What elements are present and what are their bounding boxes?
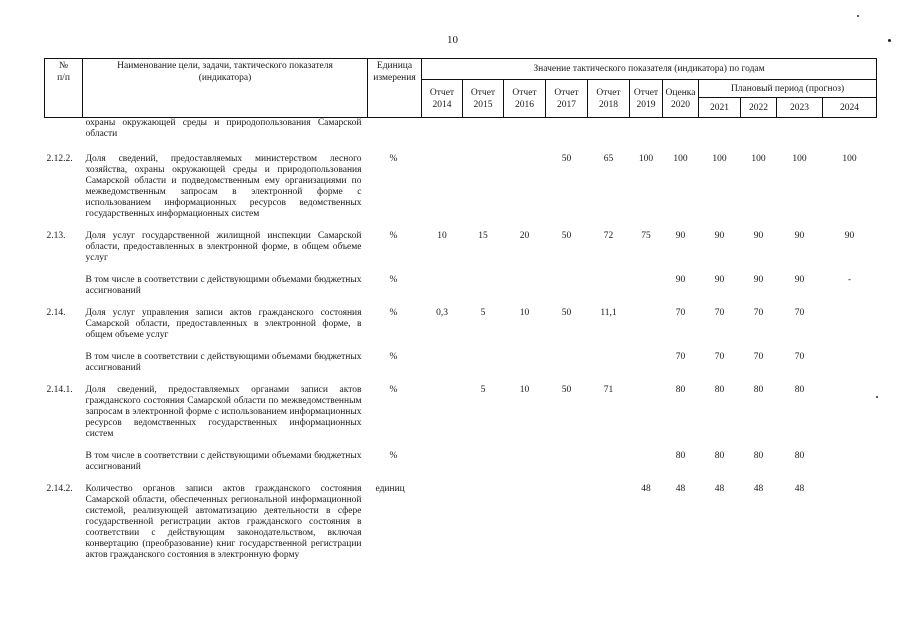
value-cell: [504, 154, 546, 231]
value-cell: 50: [561, 231, 572, 241]
value-cell: 80: [675, 451, 686, 461]
value-cell: 65: [603, 154, 614, 164]
value-cell: [504, 451, 546, 484]
value-cell: 48: [641, 484, 651, 494]
table-row: [45, 308, 877, 352]
table-row: [45, 352, 877, 385]
value-cell: [777, 118, 823, 155]
value-cell: 11,1: [600, 308, 617, 318]
value-cell: 48: [794, 484, 805, 494]
value-cell: [588, 275, 630, 308]
value-cell: [588, 118, 630, 155]
value-cell: 10: [519, 308, 530, 318]
value-cell: [463, 275, 504, 308]
value-cell: [823, 118, 877, 155]
value-cell: [504, 484, 546, 572]
value-cell: [823, 451, 877, 484]
header-forecast-year: 2021: [699, 98, 741, 118]
value-cell: 90: [714, 275, 725, 285]
value-cell: 90: [753, 231, 764, 241]
unit-of-measure: %: [389, 154, 398, 164]
value-cell: 70: [714, 308, 725, 318]
header-forecast-year: 2024: [823, 98, 877, 118]
header-forecast-year: 2022: [741, 98, 777, 118]
table-body: [45, 118, 877, 573]
value-cell: 100: [842, 154, 857, 164]
row-number: [45, 451, 83, 484]
header-name: Наименование цели, задачи, тактического показателя (индикатора): [83, 59, 368, 118]
value-cell: 20: [519, 231, 530, 241]
indicator-name: В том числе в соответствии с действующими объемами бюджетных ассигнований: [85, 352, 362, 373]
value-cell: 70: [753, 308, 764, 318]
value-cell: 48: [714, 484, 725, 494]
value-cell: 70: [675, 352, 686, 362]
scan-speck: [857, 15, 859, 17]
unit-of-measure: %: [389, 385, 398, 395]
value-cell: [504, 118, 546, 155]
value-cell: 100: [792, 154, 807, 164]
page-number: 10: [447, 34, 458, 46]
value-cell: 80: [714, 385, 725, 395]
value-cell: [422, 275, 463, 308]
value-cell: [588, 484, 630, 572]
value-cell: 71: [603, 385, 614, 395]
indicator-name: Доля услуг государственной жилищной инспекции Самарской области, предоставленных в электронной форме, в общем объеме услуг: [85, 231, 362, 263]
value-cell: 80: [675, 385, 686, 395]
value-cell: [504, 275, 546, 308]
value-cell: 5: [480, 308, 486, 318]
row-number: 2.14.1.: [46, 385, 73, 395]
indicator-name: охраны окружающей среды и природопользования Самарской области: [85, 118, 362, 139]
unit-of-measure: %: [389, 352, 398, 362]
value-cell: 90: [675, 231, 686, 241]
value-cell: [741, 118, 777, 155]
value-cell: [463, 451, 504, 484]
value-cell: 50: [561, 308, 572, 318]
value-cell: 90: [844, 231, 855, 241]
value-cell: [546, 352, 588, 385]
value-cell: 70: [714, 352, 725, 362]
header-forecast-year: 2023: [777, 98, 823, 118]
value-cell: 75: [641, 231, 651, 241]
row-number: 2.12.2.: [46, 154, 73, 164]
value-cell: [823, 308, 877, 352]
value-cell: 70: [753, 352, 764, 362]
value-cell: 15: [478, 231, 488, 241]
value-cell: 80: [794, 451, 805, 461]
value-cell: [422, 484, 463, 572]
row-number: 2.13.: [46, 231, 66, 241]
value-cell: 48: [753, 484, 764, 494]
value-cell: 50: [561, 385, 572, 395]
value-cell: 70: [794, 308, 805, 318]
header-year: Отчет 2014: [422, 80, 463, 118]
indicators-table: [44, 58, 877, 572]
unit-of-measure: %: [389, 275, 398, 285]
value-cell: 0,3: [436, 308, 448, 318]
value-cell: 50: [561, 154, 572, 164]
value-cell: [422, 385, 463, 451]
indicator-name: Доля услуг управления записи актов гражданского состояния Самарской области, предоставленных в электронной форме, в общем объеме услуг: [85, 308, 362, 340]
indicator-name: Доля сведений, предоставляемых органами записи актов гражданского состояния Самарской области по межведомственным запросам в электронной форме с использованием информационных ресурсов ведомственных государственных информационных систем: [85, 385, 362, 439]
value-cell: 70: [675, 308, 686, 318]
value-cell: 10: [437, 231, 447, 241]
value-cell: [463, 154, 504, 231]
value-cell: 72: [603, 231, 614, 241]
value-cell: [630, 308, 663, 352]
value-cell: [823, 484, 877, 572]
header-planned-period: Плановый период (прогноз): [699, 80, 877, 98]
header-year: Отчет 2019: [630, 80, 663, 118]
value-cell: 48: [675, 484, 686, 494]
value-cell: [588, 352, 630, 385]
header-year: Отчет 2016: [504, 80, 546, 118]
unit-of-measure: единиц: [375, 484, 405, 494]
unit-of-measure: [368, 118, 422, 155]
table-row: [45, 484, 877, 572]
table-row: [45, 118, 877, 155]
value-cell: [630, 385, 663, 451]
value-cell: 90: [794, 231, 805, 241]
header-year: Отчет 2017: [546, 80, 588, 118]
indicator-name: В том числе в соответствии с действующими объемами бюджетных ассигнований: [85, 451, 362, 472]
table-row: [45, 231, 877, 275]
row-number: 2.14.: [46, 308, 66, 318]
value-cell: 90: [714, 231, 725, 241]
value-cell: 100: [712, 154, 727, 164]
value-cell: [823, 352, 877, 385]
header-year: Отчет 2018: [588, 80, 630, 118]
value-cell: 80: [753, 451, 764, 461]
value-cell: [422, 118, 463, 155]
value-cell: [422, 154, 463, 231]
value-cell: [504, 352, 546, 385]
header-values-group: Значение тактического показателя (индикатора) по годам: [422, 59, 877, 80]
value-cell: [546, 451, 588, 484]
indicator-name: Количество органов записи актов гражданского состояния Самарской области, обеспеченных региональной информационной системой, реализующей автоматизацию деятельности в сфере государственной регистрации актов гражданского состояния в соответствии с действующим законодательством, включая конвертацию (преобразование) книг государственной регистрации актов гражданского состояния в электронную форму: [85, 484, 362, 560]
table-row: [45, 451, 877, 484]
header-num: № п/п: [45, 59, 83, 118]
value-cell: [630, 451, 663, 484]
indicator-name: Доля сведений, предоставляемых министерством лесного хозяйства, охраны окружающей среды и природопользования Самарской области и подведомственным ему организациями по межведомственным запросам в электронной форме с использованием информационных ресурсов ведомственных государственных информационных систем: [85, 154, 362, 219]
value-cell: [546, 275, 588, 308]
value-cell: [823, 385, 877, 451]
value-cell: [422, 451, 463, 484]
header-year: Отчет 2015: [463, 80, 504, 118]
header-year: Оценка 2020: [663, 80, 699, 118]
value-cell: [663, 118, 699, 155]
indicator-name: В том числе в соответствии с действующими объемами бюджетных ассигнований: [85, 275, 362, 296]
row-number: 2.14.2.: [46, 484, 73, 494]
value-cell: 80: [753, 385, 764, 395]
table-row: [45, 275, 877, 308]
header-unit: Единица измерения: [368, 59, 422, 118]
value-cell: 10: [519, 385, 530, 395]
value-cell: 100: [751, 154, 766, 164]
value-cell: [463, 484, 504, 572]
value-cell: 100: [638, 154, 654, 164]
value-cell: [546, 484, 588, 572]
row-number: [45, 118, 83, 155]
table-row: [45, 154, 877, 231]
value-cell: [699, 118, 741, 155]
row-number: [45, 275, 83, 308]
value-cell: 5: [480, 385, 486, 395]
value-cell: 90: [794, 275, 805, 285]
value-cell: [630, 352, 663, 385]
value-cell: [463, 118, 504, 155]
value-cell: 90: [675, 275, 686, 285]
table-row: [45, 385, 877, 451]
scan-speck: [888, 39, 891, 42]
value-cell: 90: [753, 275, 764, 285]
value-cell: 70: [794, 352, 805, 362]
value-cell: 80: [714, 451, 725, 461]
value-cell: [422, 352, 463, 385]
unit-of-measure: %: [389, 308, 398, 318]
value-cell: [463, 352, 504, 385]
row-number: [45, 352, 83, 385]
table-header: [45, 59, 877, 118]
value-cell: -: [847, 275, 852, 285]
value-cell: [546, 118, 588, 155]
scan-speck: [876, 396, 878, 398]
value-cell: [588, 451, 630, 484]
value-cell: [630, 118, 663, 155]
unit-of-measure: %: [389, 451, 398, 461]
value-cell: 100: [673, 154, 688, 164]
value-cell: 80: [794, 385, 805, 395]
unit-of-measure: %: [389, 231, 398, 241]
value-cell: [630, 275, 663, 308]
